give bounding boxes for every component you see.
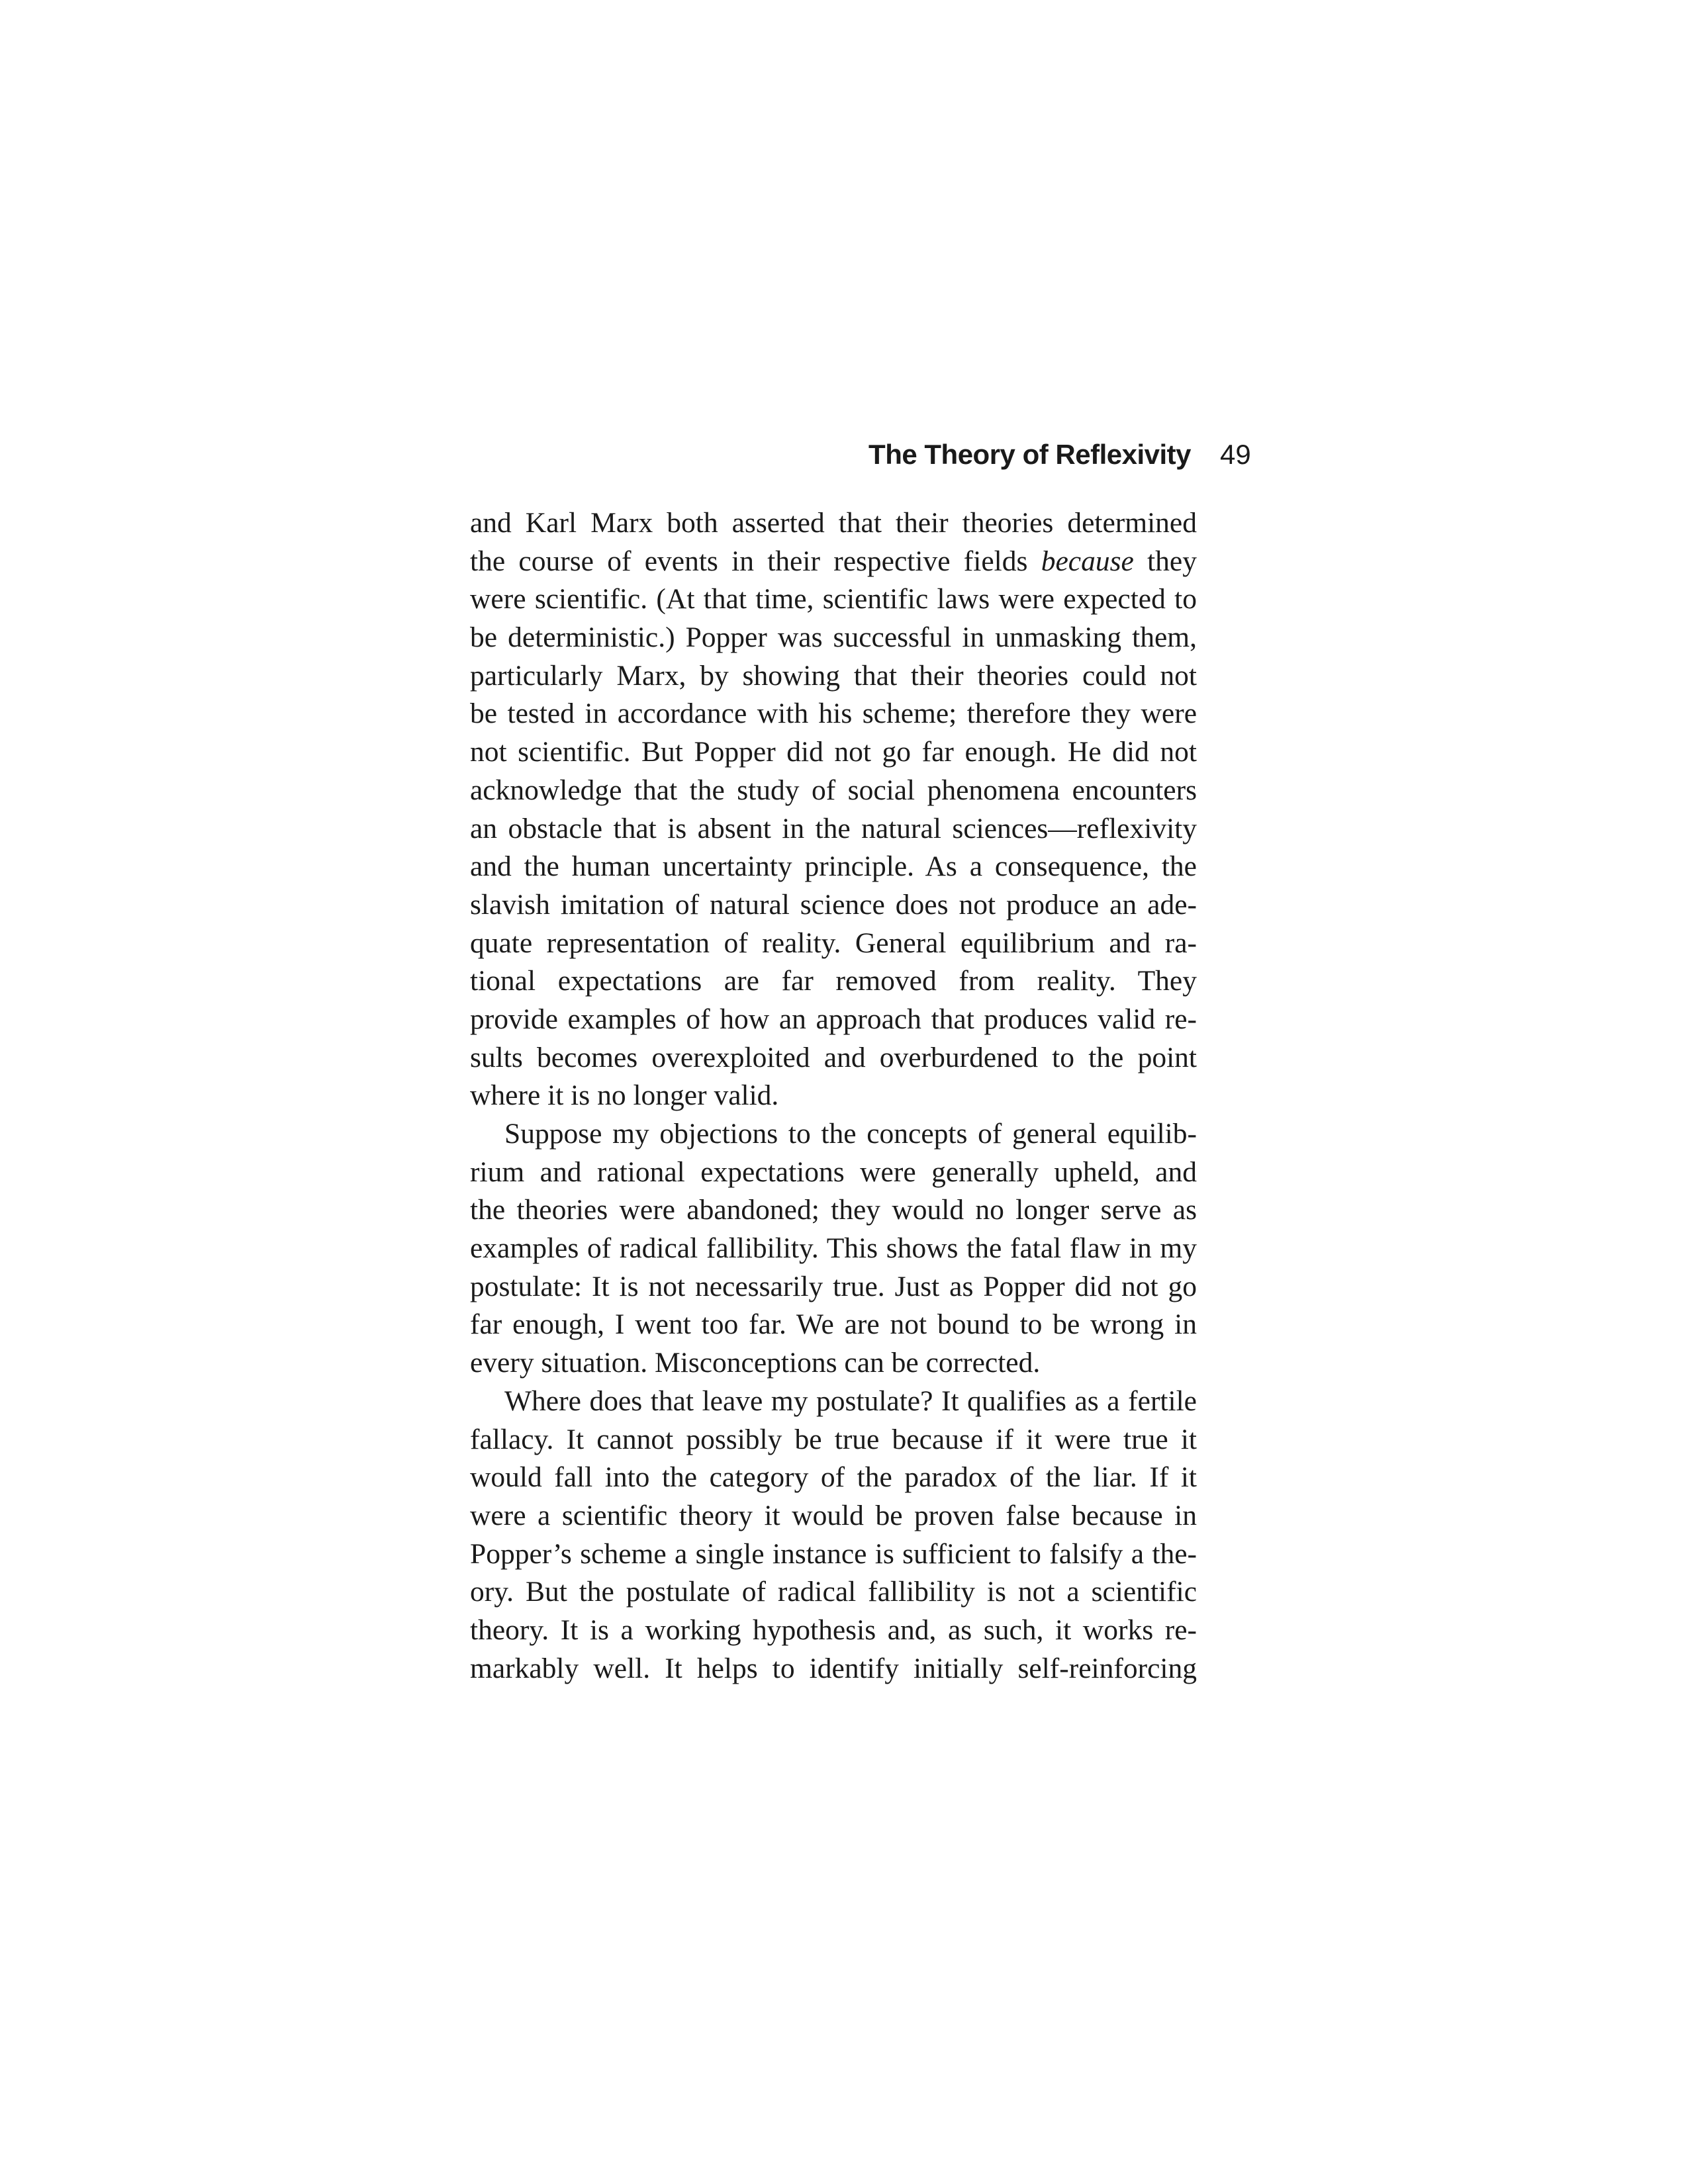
text-line: postulate: It is not necessarily true. Just as Popper did not go xyxy=(470,1270,1197,1302)
text-line: sults becomes overexploited and overburdened to the point xyxy=(470,1041,1197,1073)
text-line: ory. But the postulate of radical fallibility is not a scientific xyxy=(470,1576,1197,1608)
paragraph-1 xyxy=(470,504,1197,1115)
text-line: an obstacle that is absent in the natural sciences—reflexivity xyxy=(470,812,1197,844)
text-line: particularly Marx, by showing that their theories could not xyxy=(470,659,1197,692)
body-text xyxy=(470,504,1197,1688)
text-line: were a scientific theory it would be proven false because in xyxy=(470,1499,1197,1531)
text-line: tional expectations are far removed from reality. They xyxy=(470,965,1197,997)
text-line: quate representation of reality. General equilibrium and ra- xyxy=(470,927,1197,959)
text-line: far enough, I went too far. We are not bound to be wrong in xyxy=(470,1308,1197,1341)
text-line: Where does that leave my postulate? It qualifies as a fertile xyxy=(504,1385,1197,1417)
text-line: be tested in accordance with his scheme; therefore they were xyxy=(470,698,1197,730)
text-line: the theories were abandoned; they would no longer serve as xyxy=(470,1194,1197,1226)
running-title: The Theory of Reflexivity xyxy=(868,439,1191,470)
text-line: Suppose my objections to the concepts of general equilib- xyxy=(504,1118,1197,1150)
paragraph-2 xyxy=(470,1115,1197,1383)
text-line: and the human uncertainty principle. As a consequence, the xyxy=(470,850,1197,883)
text-line xyxy=(470,543,1197,581)
text-line: Popper’s scheme a single instance is sufficient to falsify a the- xyxy=(470,1537,1197,1570)
text-run: they xyxy=(1133,545,1197,577)
text-line: would fall into the category of the paradox of the liar. If it xyxy=(470,1461,1197,1494)
text-line: every situation. Misconceptions can be corrected. xyxy=(470,1347,1041,1379)
text-line: where it is no longer valid. xyxy=(470,1079,779,1112)
running-head xyxy=(463,432,1251,478)
text-line: theory. It is a working hypothesis and, as such, it works re- xyxy=(470,1614,1197,1646)
italic-text: because xyxy=(1041,545,1134,577)
text-line: and Karl Marx both asserted that their theories determined xyxy=(470,507,1197,539)
paragraph-3 xyxy=(470,1383,1197,1688)
page-number: 49 xyxy=(1220,439,1251,470)
text-line: were scientific. (At that time, scientific laws were expected to xyxy=(470,583,1197,615)
text-line: acknowledge that the study of social phenomena encounters xyxy=(470,774,1197,806)
text-run: the course of events in their respective fields xyxy=(470,545,1041,577)
text-line: provide examples of how an approach that produces valid re- xyxy=(470,1003,1197,1035)
text-line: not scientific. But Popper did not go far enough. He did not xyxy=(470,736,1197,768)
text-line: markably well. It helps to identify initially self-reinforcing xyxy=(470,1652,1197,1684)
text-line: slavish imitation of natural science does not produce an ade- xyxy=(470,888,1197,921)
text-line: rium and rational expectations were generally upheld, and xyxy=(470,1156,1197,1188)
text-line: fallacy. It cannot possibly be true because if it were true it xyxy=(470,1423,1197,1455)
text-line: examples of radical fallibility. This shows the fatal flaw in my xyxy=(470,1232,1197,1265)
text-line: be deterministic.) Popper was successful in unmasking them, xyxy=(470,621,1197,654)
